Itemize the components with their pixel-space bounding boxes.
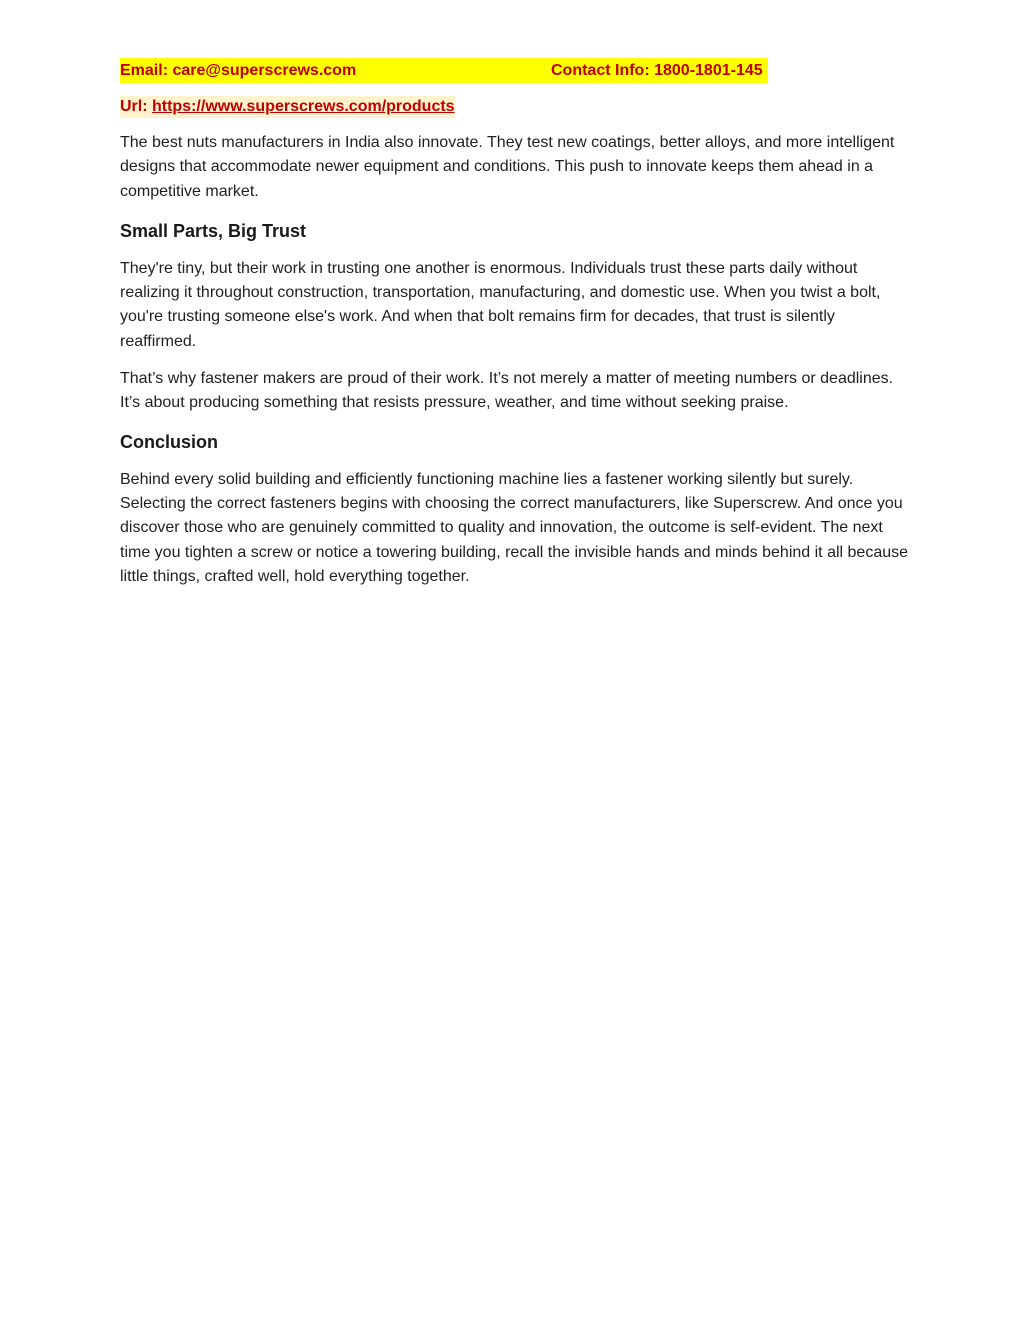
paragraph-trust: They're tiny, but their work in trusting one another is enormous. Individuals trust these parts daily without realizing it throughout construction, transportation, manufacturing, and domestic use. When you twist a bolt, you're trusting someone else's work. And when that bolt remains firm for decades, that trust is silently reaffirmed. xyxy=(120,259,881,350)
section-heading-conclusion: Conclusion xyxy=(120,431,218,452)
email-text: Email: care@superscrews.com xyxy=(120,62,357,79)
section-heading-small-parts: Small Parts, Big Trust xyxy=(120,220,307,241)
paragraph-conclusion: Behind every solid building and efficiently functioning machine lies a fastener working silently but surely. Selecting the correct fasteners begins with choosing the correct manufacturers, like Superscrew. And once you discover those who are genuinely committed to quality and innovation, the outcome is self-evident. The next time you tighten a screw or notice a towering building, recall the invisible hands and minds behind it all because little things, crafted well, hold everything together. xyxy=(120,470,909,585)
document-page xyxy=(120,58,910,589)
url-line xyxy=(120,96,455,118)
contact-phone-text: Contact Info: 1800-1801-145 xyxy=(551,62,763,79)
paragraph-pride: That’s why fastener makers are proud of their work. It’s not merely a matter of meeting numbers or deadlines. It’s about producing something that resists pressure, weather, and time without seeking praise. xyxy=(120,370,894,412)
products-url-link[interactable]: https://www.superscrews.com/products xyxy=(152,98,455,115)
intro-paragraph: The best nuts manufacturers in India also innovate. They test new coatings, better alloys, and more intelligent designs that accommodate newer equipment and conditions. This push to innovate keeps them ahead in a competitive market. xyxy=(120,134,895,200)
contact-bar xyxy=(120,58,768,83)
url-label: Url: xyxy=(120,98,152,115)
